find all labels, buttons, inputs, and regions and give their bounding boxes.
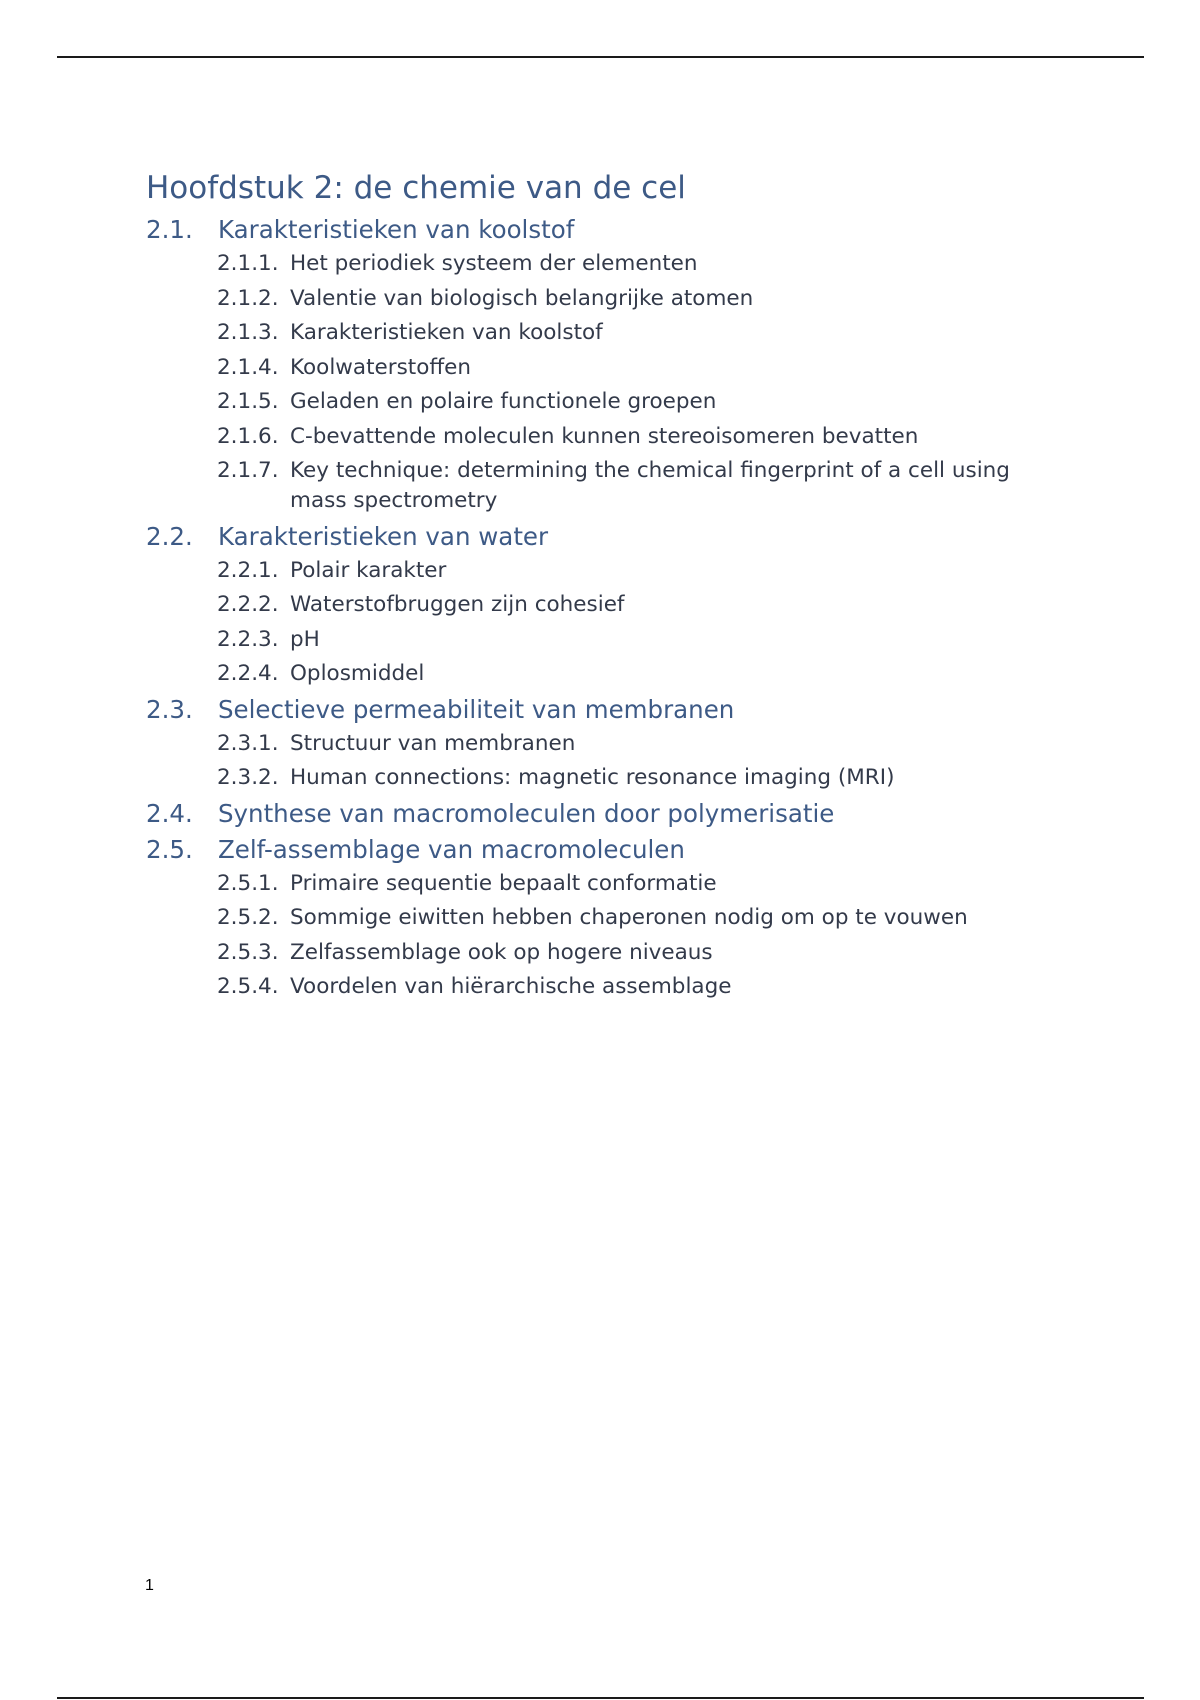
subsection-title: Zelfassemblage ook op hogere niveaus	[290, 939, 713, 965]
subsection-entry[interactable]	[217, 763, 1106, 793]
subsection-title: Oplosmiddel	[290, 661, 425, 686]
toc-section	[146, 214, 1106, 516]
subsection-number: 2.1.5.	[217, 389, 279, 414]
subsection-number: 2.1.4.	[217, 354, 279, 380]
subsection-entry[interactable]	[217, 625, 1106, 655]
toc-section	[146, 694, 1106, 794]
subsection-entry[interactable]	[217, 729, 1106, 759]
subsection-number: 2.5.1.	[217, 870, 279, 896]
subsection-title: Waterstofbruggen zijn cohesief	[290, 592, 625, 617]
subsection-entry[interactable]	[217, 590, 1106, 620]
subsection-entry[interactable]	[217, 284, 1106, 314]
section-title: Karakteristieken van water	[218, 521, 549, 551]
subsection-list	[146, 869, 1106, 1003]
section-title: Zelf-assemblage van macromoleculen	[218, 834, 685, 864]
subsection-number: 2.1.3.	[217, 320, 279, 345]
subsection-title: Valentie van biologisch belangrijke atomen	[290, 285, 754, 311]
subsection-number: 2.1.7.	[217, 458, 279, 483]
subsection-title: pH	[290, 626, 320, 652]
section-heading[interactable]	[146, 214, 1106, 246]
subsection-title: C-bevattende moleculen kunnen stereoisomeren bevatten	[290, 423, 919, 449]
section-number: 2.2.	[146, 521, 193, 551]
section-number: 2.5.	[146, 834, 193, 864]
section-heading[interactable]	[146, 694, 1106, 726]
footer-rule	[57, 1697, 1144, 1699]
subsection-entry[interactable]	[217, 422, 1106, 452]
subsection-title: Karakteristieken van koolstof	[290, 320, 603, 345]
subsection-list	[146, 556, 1106, 690]
subsection-number: 2.3.1.	[217, 730, 279, 756]
subsection-title: Polair karakter	[290, 557, 447, 583]
subsection-title: Geladen en polaire functionele groepen	[290, 389, 717, 414]
subsection-list	[146, 729, 1106, 794]
subsection-number: 2.2.4.	[217, 661, 279, 686]
subsection-number: 2.1.1.	[217, 251, 279, 276]
subsection-list	[146, 249, 1106, 516]
section-title: Selectieve permeabiliteit van membranen	[218, 694, 735, 724]
section-heading[interactable]	[146, 834, 1106, 866]
subsection-number: 2.2.1.	[217, 557, 279, 583]
subsection-number: 2.1.2.	[217, 285, 279, 311]
section-number: 2.3.	[146, 694, 193, 724]
subsection-entry[interactable]	[217, 318, 1106, 348]
subsection-entry[interactable]	[217, 659, 1106, 689]
subsection-number: 2.2.2.	[217, 592, 279, 617]
subsection-title: Structuur van membranen	[290, 730, 576, 756]
subsection-number: 2.5.3.	[217, 939, 279, 965]
subsection-entry[interactable]	[217, 456, 1106, 516]
section-heading[interactable]	[146, 798, 1106, 830]
header-rule	[57, 56, 1144, 58]
toc-section	[146, 521, 1106, 690]
subsection-entry[interactable]	[217, 972, 1106, 1002]
subsection-entry[interactable]	[217, 353, 1106, 383]
table-of-contents	[146, 168, 1106, 1007]
subsection-entry[interactable]	[217, 903, 1106, 933]
subsection-number: 2.5.2.	[217, 905, 279, 930]
section-number: 2.4.	[146, 798, 193, 828]
toc-section	[146, 834, 1106, 1003]
toc-section	[146, 798, 1106, 830]
subsection-entry[interactable]	[217, 556, 1106, 586]
subsection-title: Key technique: determining the chemical fingerprint of a cell using mass spectrometry	[290, 458, 1010, 513]
subsection-title: Primaire sequentie bepaalt conformatie	[290, 870, 717, 896]
subsection-entry[interactable]	[217, 249, 1106, 279]
subsection-entry[interactable]	[217, 869, 1106, 899]
subsection-title: Voordelen van hiërarchische assemblage	[290, 974, 732, 999]
subsection-number: 2.1.6.	[217, 423, 279, 449]
page-number: 1	[145, 1577, 154, 1594]
subsection-number: 2.5.4.	[217, 974, 279, 999]
subsection-number: 2.2.3.	[217, 626, 279, 652]
subsection-title: Sommige eiwitten hebben chaperonen nodig om op te vouwen	[290, 905, 968, 930]
chapter-title: Hoofdstuk 2: de chemie van de cel	[146, 170, 686, 206]
subsection-title: Human connections: magnetic resonance imaging (MRI)	[290, 765, 895, 790]
subsection-title: Het periodiek systeem der elementen	[290, 251, 698, 276]
section-title: Karakteristieken van koolstof	[218, 215, 575, 244]
subsection-entry[interactable]	[217, 938, 1106, 968]
section-number: 2.1.	[146, 215, 193, 244]
subsection-number: 2.3.2.	[217, 765, 279, 790]
subsection-entry[interactable]	[217, 387, 1106, 417]
subsection-title: Koolwaterstoffen	[290, 354, 472, 380]
section-title: Synthese van macromoleculen door polymerisatie	[218, 798, 835, 828]
section-heading[interactable]	[146, 521, 1106, 553]
